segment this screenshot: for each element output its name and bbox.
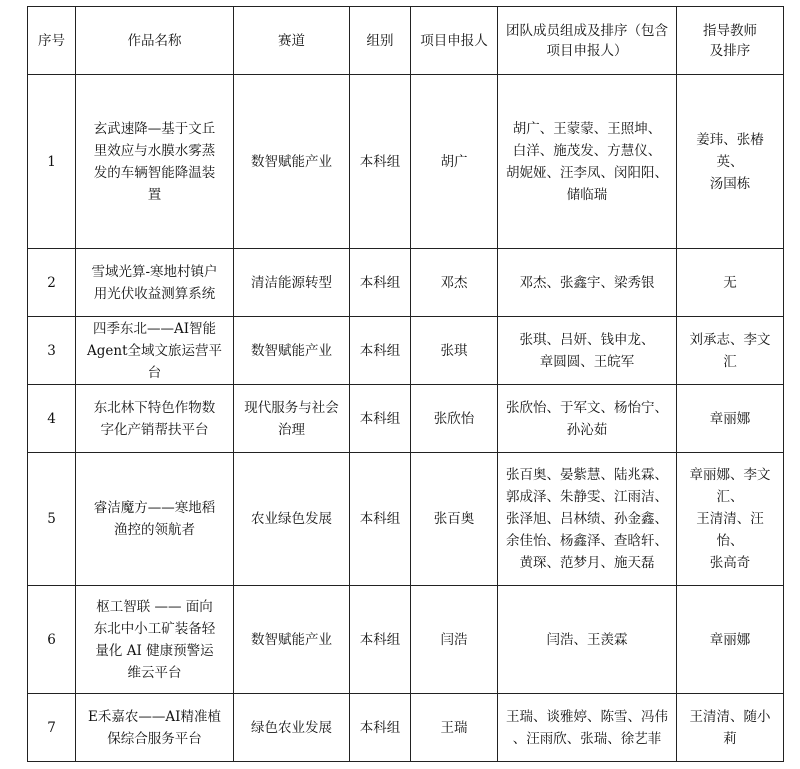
cell-name: 东北林下特色作物数 字化产销帮扶平台: [76, 385, 234, 453]
table-row: [28, 249, 784, 317]
cell-track: 数智赋能产业: [234, 586, 350, 694]
table-row: [28, 586, 784, 694]
cell-advisor: 刘承志、李文汇: [677, 317, 784, 385]
cell-team: 张琪、吕妍、钱申龙、 章圆圆、王皖军: [498, 317, 677, 385]
cell-advisor: 章丽娜、李文汇、 王清清、汪怡、 张高奇: [677, 453, 784, 586]
col-header-advisor: 指导教师 及排序: [677, 7, 784, 75]
table-row: [28, 385, 784, 453]
cell-advisor: 章丽娜: [677, 586, 784, 694]
cell-team: 张欣怡、于军文、杨怡宁、 孙沁茹: [498, 385, 677, 453]
cell-group: 本科组: [350, 586, 411, 694]
cell-advisor: 无: [677, 249, 784, 317]
cell-track: 现代服务与社会 治理: [234, 385, 350, 453]
cell-name: 睿洁魔方——寒地稻 渔控的领航者: [76, 453, 234, 586]
cell-advisor: 章丽娜: [677, 385, 784, 453]
cell-no: 1: [28, 75, 76, 249]
cell-applicant: 邓杰: [411, 249, 498, 317]
cell-no: 6: [28, 586, 76, 694]
cell-track: 数智赋能产业: [234, 317, 350, 385]
cell-track: 农业绿色发展: [234, 453, 350, 586]
cell-no: 2: [28, 249, 76, 317]
cell-name: 玄武速降—基于文丘 里效应与水膜水雾蒸 发的车辆智能降温装 置: [76, 75, 234, 249]
col-header-name: 作品名称: [76, 7, 234, 75]
cell-team: 邓杰、张鑫宇、梁秀银: [498, 249, 677, 317]
cell-advisor: 王清清、随小莉: [677, 694, 784, 762]
cell-track: 清洁能源转型: [234, 249, 350, 317]
cell-track: 数智赋能产业: [234, 75, 350, 249]
cell-no: 4: [28, 385, 76, 453]
cell-advisor: 姜玮、张椿英、 汤国栋: [677, 75, 784, 249]
cell-applicant: 张百奥: [411, 453, 498, 586]
cell-group: 本科组: [350, 317, 411, 385]
cell-group: 本科组: [350, 453, 411, 586]
cell-applicant: 张欣怡: [411, 385, 498, 453]
cell-track: 绿色农业发展: [234, 694, 350, 762]
header-row: [28, 7, 784, 75]
cell-applicant: 闫浩: [411, 586, 498, 694]
cell-applicant: 胡广: [411, 75, 498, 249]
cell-applicant: 张琪: [411, 317, 498, 385]
cell-group: 本科组: [350, 75, 411, 249]
table-row: [28, 75, 784, 249]
col-header-group: 组别: [350, 7, 411, 75]
cell-name: E禾嘉农——AI精准植 保综合服务平台: [76, 694, 234, 762]
cell-team: 王瑞、谈雅婷、陈雪、冯伟 、汪雨欣、张瑞、徐艺菲: [498, 694, 677, 762]
cell-applicant: 王瑞: [411, 694, 498, 762]
cell-name: 枢工智联 —— 面向 东北中小工矿装备轻 量化 AI 健康预警运 维云平台: [76, 586, 234, 694]
cell-group: 本科组: [350, 249, 411, 317]
cell-no: 3: [28, 317, 76, 385]
col-header-track: 赛道: [234, 7, 350, 75]
table-row: [28, 694, 784, 762]
cell-group: 本科组: [350, 694, 411, 762]
cell-team: 张百奥、晏紫慧、陆兆霖、 郭成泽、朱静雯、江雨洁、 张泽旭、吕林绩、孙金鑫、 余佳怡、杨鑫泽、查晗轩、 黄琛、范梦月、施天磊: [498, 453, 677, 586]
cell-no: 5: [28, 453, 76, 586]
cell-team: 胡广、王蒙蒙、王照坤、 白洋、施茂发、方慧仪、 胡妮娅、汪李凤、闵阳阳、 储临瑞: [498, 75, 677, 249]
cell-name: 雪域光算-寒地村镇户 用光伏收益测算系统: [76, 249, 234, 317]
cell-group: 本科组: [350, 385, 411, 453]
project-table: [27, 6, 784, 762]
col-header-applicant: 项目申报人: [411, 7, 498, 75]
col-header-no: 序号: [28, 7, 76, 75]
cell-team: 闫浩、王羡霖: [498, 586, 677, 694]
col-header-team: 团队成员组成及排序（包含 项目申报人）: [498, 7, 677, 75]
cell-no: 7: [28, 694, 76, 762]
cell-name: 四季东北——AI智能 Agent全域文旅运营平 台: [76, 317, 234, 385]
table-row: [28, 453, 784, 586]
table-row: [28, 317, 784, 385]
